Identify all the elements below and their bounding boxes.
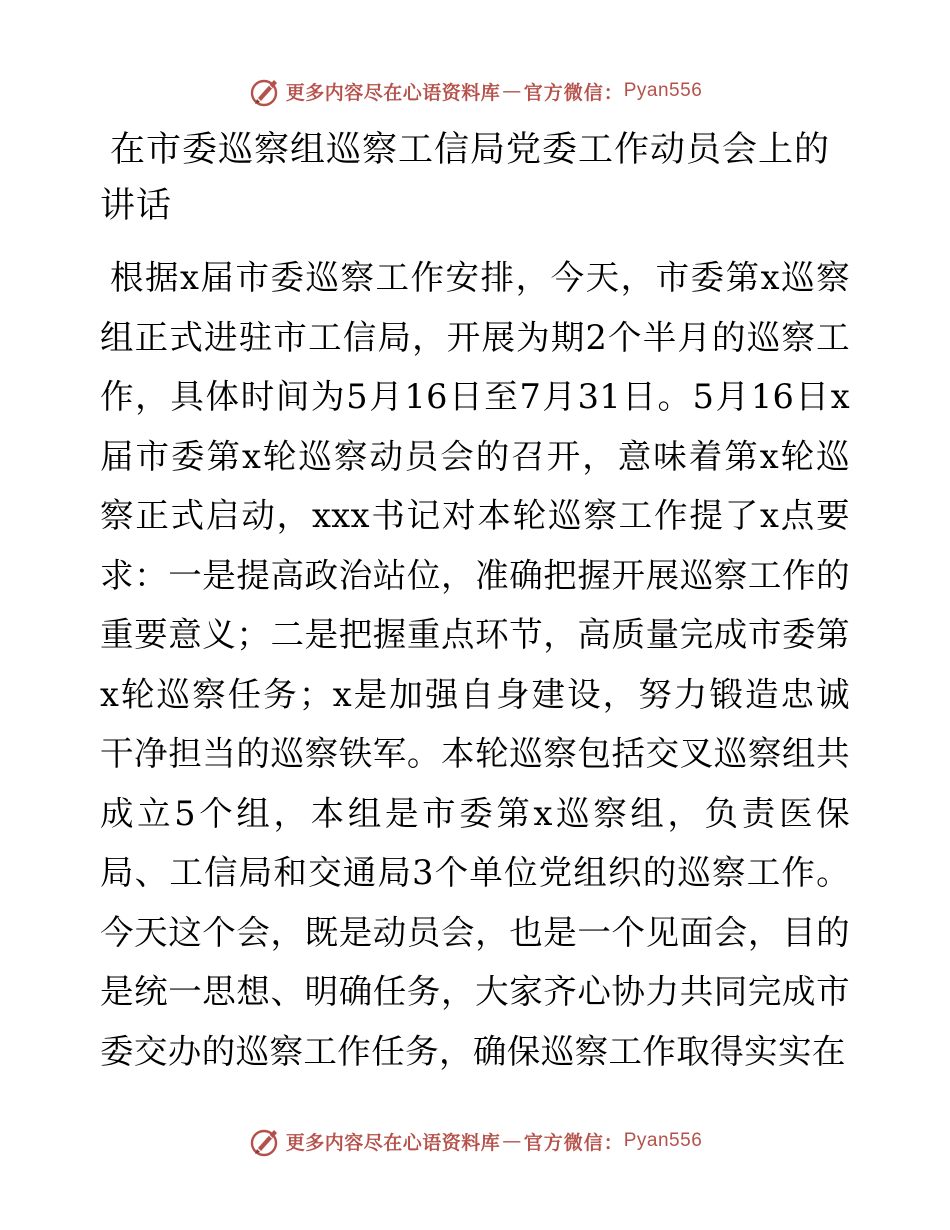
footer-wechat-label: 官方微信：	[523, 1131, 624, 1154]
document-paragraph: 根据x届市委巡察工作安排，今天，市委第x巡察组正式进驻市工信局，开展为期2个半月的巡察工作，具体时间为5月16日至7月31日。5月16日x届市委第x轮巡察动员会的召开，意味着第x轮巡察正式启动，xxx书记对本轮巡察工作提了x点要求：一是提高政治站位，准确把握开展巡察工作的重要意义；二是把握重点环节，高质量完成市委第x轮巡察任务；x是加强自身建设，努力锻造忠诚干净担当的巡察铁军。本轮巡察包括交叉巡察组共成立5个组，本组是市委第x巡察组，负责医保局、工信局和交通局3个单位党组织的巡察工作。今天这个会，既是动员会，也是一个见面会，目的是统一思想、明确任务，大家齐心协力共同完成市委交办的巡察工作任务，确保巡察工作取得实实在	[100, 258, 850, 1071]
banner-wechat-label: 官方微信：	[523, 81, 624, 104]
document-title: 在市委巡察组巡察工信局党委工作动员会上的讲话	[100, 130, 831, 226]
footer-banner	[0, 1122, 950, 1160]
footer-dash: —	[502, 1130, 522, 1152]
quill-pen-logo-icon	[248, 1124, 282, 1158]
banner-dash: —	[502, 80, 522, 102]
banner-wechat-id: Pyan556	[623, 80, 703, 101]
footer-wechat-id: Pyan556	[623, 1130, 703, 1151]
banner-site-text: 更多内容尽在心语资料库	[285, 81, 501, 104]
header-banner	[0, 72, 950, 110]
quill-pen-logo-icon	[248, 74, 282, 108]
footer-site-text: 更多内容尽在心语资料库	[285, 1131, 501, 1154]
